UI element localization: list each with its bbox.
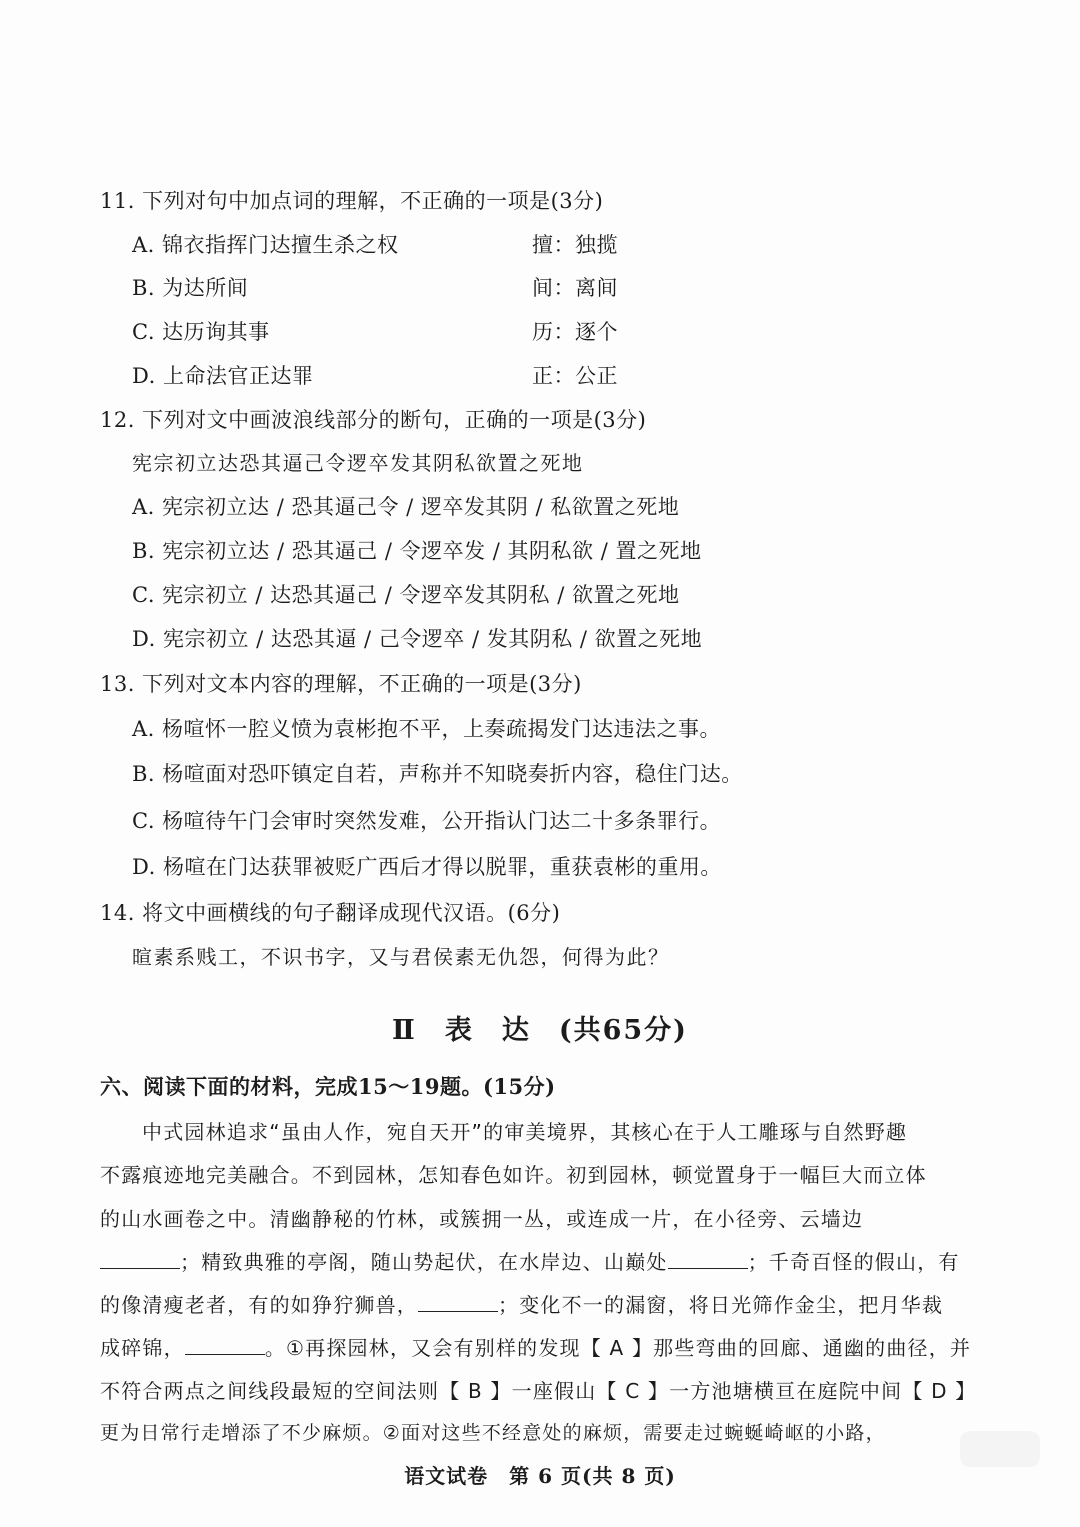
section-char-2: 达	[501, 1015, 531, 1046]
q14-stem: 14. 将文中画横线的句子翻译成现代汉语。(6分)	[100, 901, 561, 925]
fill-blank-3	[418, 1293, 498, 1312]
q11-option-a: A. 锦衣指挥门达擅生杀之权	[132, 233, 399, 257]
q11-answer-d: 正：公正	[532, 364, 618, 388]
section-char-1: 表	[444, 1015, 474, 1046]
part6-line-4	[100, 1247, 960, 1277]
part6-line-6-a: 成碎锦，	[100, 1336, 185, 1360]
q12-option-d: D. 宪宗初立 / 达恐其逼 / 己令逻卒 / 发其阴私 / 欲置之死地	[132, 627, 703, 651]
q13-option-b: B. 杨喧面对恐吓镇定自若，声称并不知晓奏折内容，稳住门达。	[132, 762, 743, 786]
part6-line-2: 不露痕迹地完美融合。不到园林，怎知春色如许。初到园林，顿觉置身于一幅巨大而立体	[100, 1163, 927, 1187]
q11-answer-a: 擅：独揽	[532, 233, 618, 257]
part6-line-3: 的山水画卷之中。清幽静秘的竹林，或簇拥一丛，或连成一片，在小径旁、云墙边	[100, 1207, 864, 1231]
section-title	[0, 1008, 1080, 1047]
q11-option-d: D. 上命法官正达罪	[132, 364, 314, 388]
q11-option-b: B. 为达所间	[132, 276, 249, 300]
part6-line-8: 更为日常行走增添了不少麻烦。②面对这些不经意处的麻烦，需要走过蜿蜒崎岖的小路，	[100, 1422, 886, 1444]
q13-stem: 13. 下列对文本内容的理解，不正确的一项是(3分)	[100, 672, 582, 696]
q11-stem: 11. 下列对句中加点词的理解，不正确的一项是(3分)	[100, 189, 604, 213]
q11-answer-b: 间：离间	[532, 276, 618, 300]
q13-option-d: D. 杨喧在门达获罪被贬广西后才得以脱罪，重获袁彬的重用。	[132, 855, 722, 879]
q12-option-b: B. 宪宗初立达 / 恐其逼己 / 令逻卒发 / 其阴私欲 / 置之死地	[132, 539, 702, 563]
part6-line-7: 不符合两点之间线段最短的空间法则【 B 】一座假山【 C 】一方池塘横亘在庭院中间【 D 】	[100, 1379, 977, 1403]
fill-blank-1	[100, 1250, 180, 1269]
part6-line-4-a: ；精致典雅的亭阁，随山势起伏，在水岸边、山巅处	[180, 1250, 668, 1274]
q12-stem: 12. 下列对文中画波浪线部分的断句，正确的一项是(3分)	[100, 408, 647, 432]
q12-option-a: A. 宪宗初立达 / 恐其逼己令 / 逻卒发其阴 / 私欲置之死地	[132, 495, 680, 519]
part6-line-5	[100, 1290, 943, 1320]
fill-blank-2	[668, 1250, 748, 1269]
q13-option-a: A. 杨喧怀一腔义愤为袁彬抱不平，上奏疏揭发门达违法之事。	[132, 717, 722, 741]
fill-blank-4	[185, 1336, 265, 1355]
q12-quote: 宪宗初立达恐其逼己令逻卒发其阴私欲置之死地	[132, 451, 584, 475]
part6-line-5-a: 的像清瘦老者，有的如狰狞狮兽，	[100, 1293, 418, 1317]
watermark	[960, 1431, 1040, 1467]
page-footer: 语文试卷 第 6 页(共 8 页)	[404, 1464, 676, 1488]
part6-line-4-b: ；千奇百怪的假山，有	[747, 1250, 960, 1274]
part6-line-5-b: ；变化不一的漏窗，将日光筛作金尘，把月华裁	[498, 1293, 944, 1317]
part6-line-1: 中式园林追求“虽由人作，宛自天开”的审美境界，其核心在于人工雕琢与自然野趣	[142, 1120, 908, 1144]
part6-line-6	[100, 1333, 971, 1363]
q11-option-c: C. 达历询其事	[132, 320, 270, 344]
part6-line-6-b: 。①再探园林，又会有别样的发现【 A 】那些弯曲的回廊、通幽的曲径，并	[264, 1336, 972, 1360]
q13-option-c: C. 杨喧待午门会审时突然发难，公开指认门达二十多条罪行。	[132, 809, 722, 833]
part6-heading: 六、阅读下面的材料，完成15～19题。(15分)	[100, 1074, 556, 1099]
section-numeral: Ⅱ	[392, 1015, 417, 1046]
section-score: (共65分)	[558, 1015, 688, 1046]
q11-answer-c: 历：逐个	[532, 320, 618, 344]
q14-quote: 暄素系贱工，不识书字，又与君侯素无仇怨，何得为此？	[132, 945, 670, 969]
q12-option-c: C. 宪宗初立 / 达恐其逼己 / 令逻卒发其阴私 / 欲置之死地	[132, 583, 680, 607]
